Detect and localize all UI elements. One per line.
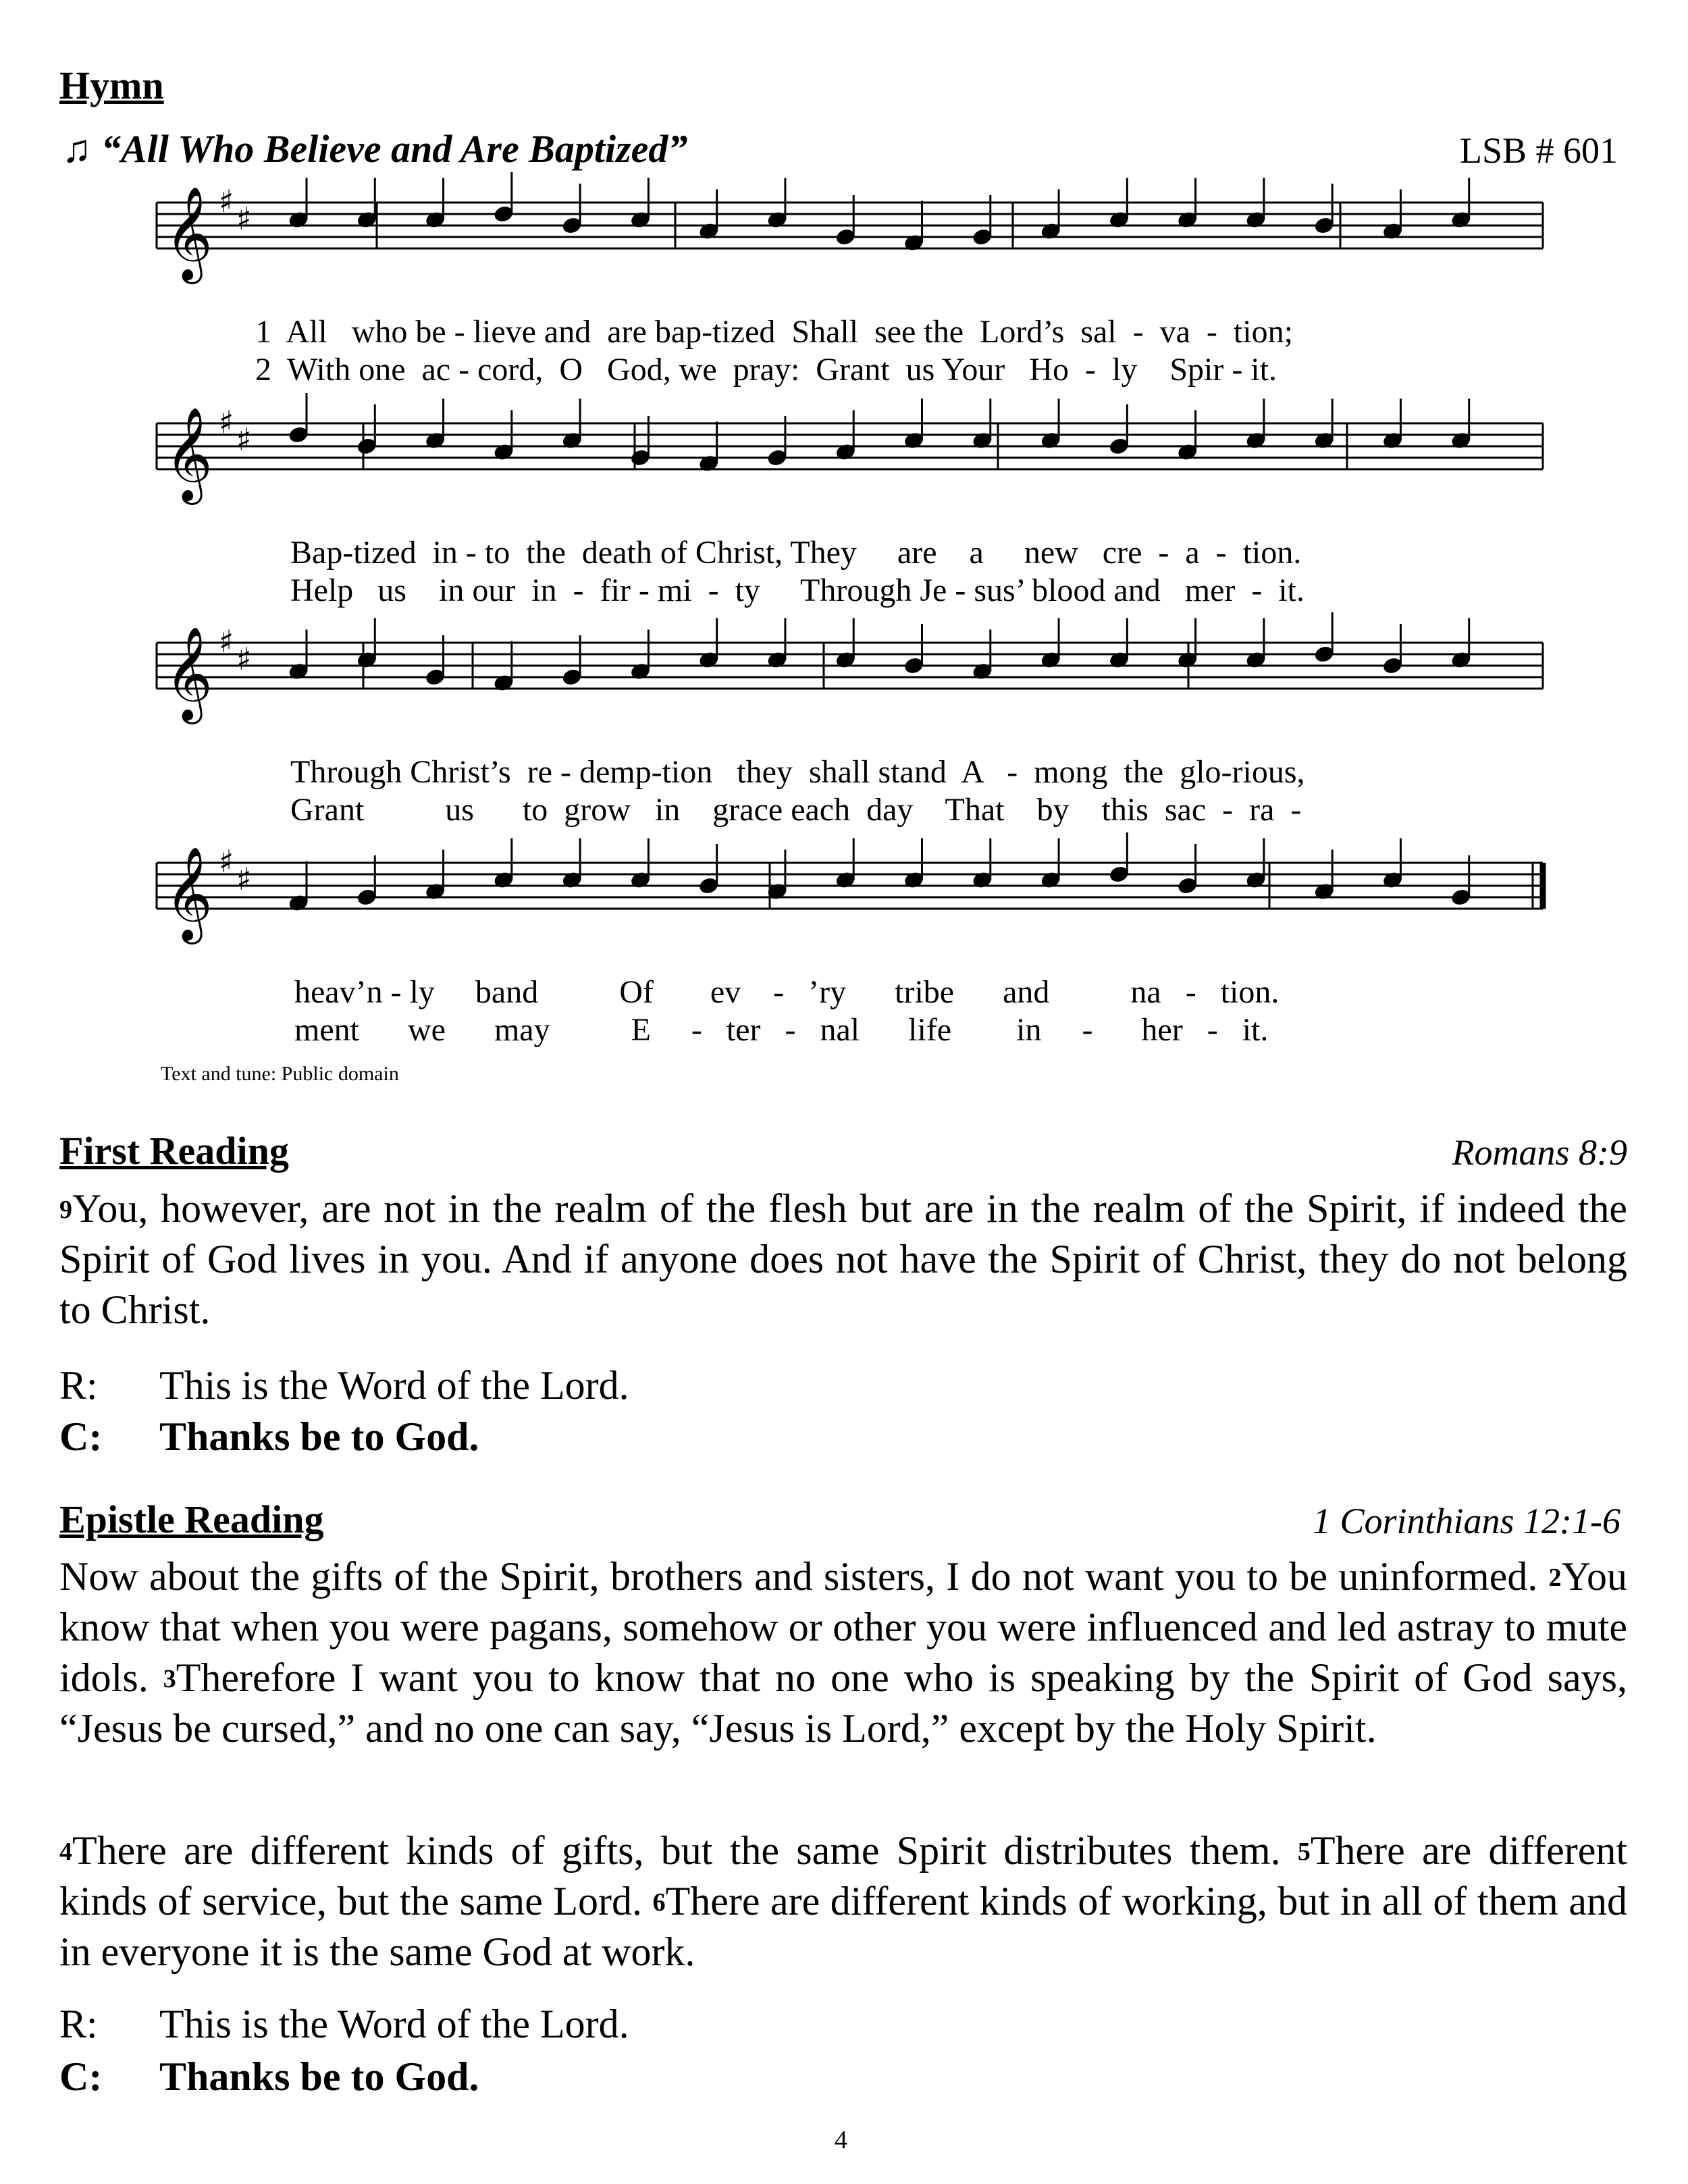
verse-number: 6 xyxy=(652,1888,666,1917)
verse-number: 9 xyxy=(59,1196,72,1224)
lyric-line: Through Christ’s re - demp-tion they shall stand A - mong the glo-rious, xyxy=(290,754,1305,790)
response-label: C: xyxy=(59,2054,103,2099)
hymn-number: LSB # 601 xyxy=(1459,130,1618,171)
treble-clef-icon: 𝄞 xyxy=(165,847,213,940)
response-text: Thanks be to God. xyxy=(159,2054,479,2099)
verse-text: Therefore I want you to know that no one who is speaking by the Spirit of God says, “Jesus be cursed,” and no one can say, “Jesus is Lord,” except by the Holy Spirit. xyxy=(59,1655,1627,1751)
lyric-line: Grant us to grow in grace each day That by this sac - ra - xyxy=(290,792,1302,828)
response-label: R: xyxy=(59,2002,98,2046)
sharp-icon: ♯ xyxy=(236,861,252,897)
congregation-response xyxy=(59,2056,479,2097)
sharp-icon: ♯ xyxy=(219,843,234,880)
lyric-line: ment we may E - ter - nal life in - her - it. xyxy=(294,1012,1269,1048)
page-number: 4 xyxy=(835,2126,847,2154)
congregation-response xyxy=(59,1416,479,1457)
lyric-line: 2 With one ac - cord, O God, we pray: Grant us Your Ho - ly Spir - it. xyxy=(255,352,1277,388)
first-reading-heading: First Reading xyxy=(59,1129,289,1173)
epistle-paragraph xyxy=(59,1826,1627,1977)
verse-number: 5 xyxy=(1297,1838,1311,1866)
epistle-paragraph xyxy=(59,1551,1627,1754)
treble-clef-icon: 𝄞 xyxy=(165,627,213,720)
response-text: This is the Word of the Lord. xyxy=(159,1363,629,1408)
lyric-line: 1 All who be - lieve and are bap-tized Shall see the Lord’s sal - va - tion; xyxy=(255,314,1293,350)
treble-clef-icon: 𝄞 xyxy=(165,186,213,280)
treble-clef-icon: 𝄞 xyxy=(165,407,213,501)
lyric-line: Bap-tized in - to the death of Christ, They are a new cre - a - tion. xyxy=(290,535,1302,570)
verse-text: There are different kinds of service, but the same Lord. xyxy=(59,1828,1627,1923)
sharp-icon: ♯ xyxy=(236,201,252,237)
verse-text: You, however, are not in the realm of the flesh but are in the realm of the Spirit, if indeed the Spirit of God lives in you. And if anyone does not have the Spirit of Christ, they do not belong to Christ. xyxy=(59,1186,1627,1332)
verse-number: 2 xyxy=(1548,1564,1562,1592)
first-reading-text xyxy=(59,1183,1627,1335)
hymn-title: “All Who Believe and Are Baptized” xyxy=(101,127,688,171)
reader-response xyxy=(59,1365,629,1406)
epistle-reading-heading: Epistle Reading xyxy=(59,1497,324,1541)
response-text: This is the Word of the Lord. xyxy=(159,2002,629,2046)
hymn-credit: Text and tune: Public domain xyxy=(161,1063,399,1085)
verse-text: There are different kinds of working, but in all of them and in everyone it is the same God at work. xyxy=(59,1879,1628,1974)
hymn-heading: Hymn xyxy=(59,63,164,107)
verse-text: You know that when you were pagans, somehow or other you were influenced and led astray to mute idols. xyxy=(59,1554,1627,1700)
sharp-icon: ♯ xyxy=(219,183,234,219)
first-reading-reference: Romans 8:9 xyxy=(1452,1132,1627,1173)
verse-text: There are different kinds of gifts, but the same Spirit distributes them. xyxy=(72,1828,1298,1873)
sharp-icon: ♯ xyxy=(219,404,234,440)
response-text: Thanks be to God. xyxy=(159,1414,479,1459)
response-label: C: xyxy=(59,1414,103,1459)
sharp-icon: ♯ xyxy=(236,641,252,677)
lyric-line: heav’n - ly band Of ev - ’ry tribe and na - tion. xyxy=(294,974,1280,1010)
verse-number: 4 xyxy=(59,1838,72,1866)
epistle-reading-reference: 1 Corinthians 12:1-6 xyxy=(1312,1501,1620,1541)
verse-number: 3 xyxy=(163,1665,176,1693)
music-note-icon: ♫ xyxy=(62,127,92,171)
verse-text: Now about the gifts of the Spirit, brothers and sisters, I do not want you to be uninformed. xyxy=(59,1554,1549,1599)
sharp-icon: ♯ xyxy=(236,421,252,458)
reader-response xyxy=(59,2004,629,2044)
sharp-icon: ♯ xyxy=(219,623,234,660)
lyric-line: Help us in our in - fir - mi - ty Through Je - sus’ blood and mer - it. xyxy=(290,572,1305,608)
response-label: R: xyxy=(59,1363,98,1408)
